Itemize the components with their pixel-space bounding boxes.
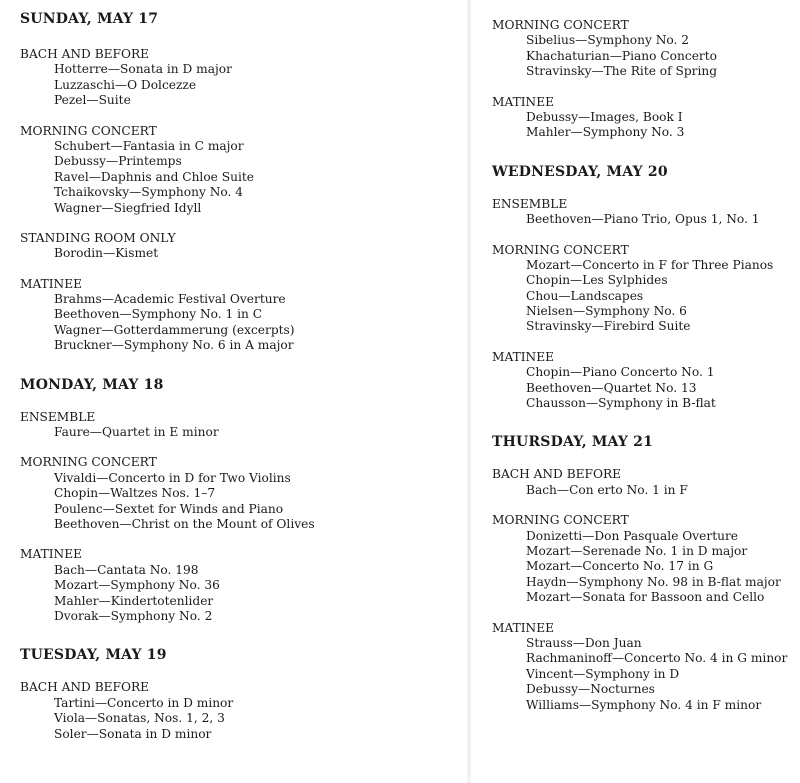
program-item: Beethoven—Quartet No. 13 bbox=[526, 380, 697, 395]
program-item: Chausson—Symphony in B-flat bbox=[526, 396, 716, 411]
section-title: MORNING CONCERT bbox=[492, 18, 629, 32]
section-wednesday-ensemble bbox=[492, 197, 792, 228]
section-title: STANDING ROOM ONLY bbox=[20, 230, 176, 245]
program-item: Stravinsky—The Rite of Spring bbox=[526, 64, 718, 79]
program-item: Bruckner—Symphony No. 6 in A major bbox=[54, 338, 294, 353]
program-item: Wagner—Siegfried Idyll bbox=[54, 200, 202, 215]
program-item: Chou—Landscapes bbox=[526, 288, 644, 303]
program-item: Rachmaninoff—Concerto No. 4 in G minor bbox=[526, 651, 788, 666]
program-item: Nielsen—Symphony No. 6 bbox=[526, 304, 687, 319]
program-item: Hotterre—Sonata in D major bbox=[54, 62, 232, 77]
section-sunday-matinee bbox=[20, 277, 460, 354]
program-item: Mozart—Serenade No. 1 in D major bbox=[526, 543, 748, 558]
program-item: Dvorak—Symphony No. 2 bbox=[54, 608, 213, 623]
section-tuesday-bach-and-before bbox=[20, 680, 460, 742]
program-item: Soler—Sonata in D minor bbox=[54, 726, 212, 741]
right-column bbox=[492, 0, 792, 713]
program-item: Brahms—Academic Festival Overture bbox=[54, 292, 286, 307]
program-item: Debussy—Images, Book I bbox=[526, 109, 683, 124]
section-title: MORNING CONCERT bbox=[492, 242, 629, 257]
program-item: Stravinsky—Firebird Suite bbox=[526, 319, 691, 334]
program-item: Mozart—Symphony No. 36 bbox=[54, 578, 220, 593]
program-item: Bach—Cantata No. 198 bbox=[54, 562, 199, 577]
section-monday-morning-concert bbox=[20, 455, 460, 532]
section-monday-matinee bbox=[20, 547, 460, 624]
section-title: MORNING CONCERT bbox=[20, 455, 157, 470]
section-thursday-matinee bbox=[492, 621, 792, 713]
program-item: Vincent—Symphony in D bbox=[526, 666, 680, 681]
section-tuesday-morning-concert-continued bbox=[492, 18, 792, 80]
day-heading-sunday: SUNDAY, MAY 17 bbox=[20, 11, 159, 27]
section-title: MORNING CONCERT bbox=[492, 513, 629, 528]
program-item: Bach—Con erto No. 1 in F bbox=[526, 482, 688, 497]
program-item: Strauss—Don Juan bbox=[526, 635, 642, 650]
section-thursday-morning-concert bbox=[492, 513, 792, 605]
section-sunday-bach-and-before bbox=[20, 47, 460, 109]
section-title: ENSEMBLE bbox=[20, 409, 96, 424]
section-title: BACH AND BEFORE bbox=[492, 467, 622, 482]
section-title: BACH AND BEFORE bbox=[20, 47, 150, 61]
section-title: MATINEE bbox=[492, 94, 555, 109]
program-item: Schubert—Fantasia in C major bbox=[54, 138, 244, 153]
program-item: Wagner—Gotterdammerung (excerpts) bbox=[54, 322, 295, 337]
section-thursday-bach-and-before bbox=[492, 467, 792, 498]
program-item: Haydn—Symphony No. 98 in B-flat major bbox=[526, 574, 781, 589]
section-sunday-standing-room-only bbox=[20, 231, 460, 262]
program-item: Chopin—Les Sylphides bbox=[526, 273, 668, 288]
program-item: Luzzaschi—O Dolcezze bbox=[54, 77, 197, 92]
program-item: Beethoven—Symphony No. 1 in C bbox=[54, 307, 263, 322]
program-item: Viola—Sonatas, Nos. 1, 2, 3 bbox=[54, 711, 225, 726]
program-item: Chopin—Waltzes Nos. 1–7 bbox=[54, 486, 216, 501]
section-title: MATINEE bbox=[20, 276, 83, 291]
day-heading-thursday: THURSDAY, MAY 21 bbox=[492, 434, 654, 451]
section-title: ENSEMBLE bbox=[492, 196, 568, 211]
section-title: MATINEE bbox=[492, 620, 555, 635]
program-item: Mozart—Sonata for Bassoon and Cello bbox=[526, 590, 765, 605]
day-heading-wednesday: WEDNESDAY, MAY 20 bbox=[492, 163, 668, 180]
day-heading-tuesday: TUESDAY, MAY 19 bbox=[20, 647, 167, 664]
program-item: Chopin—Piano Concerto No. 1 bbox=[526, 365, 715, 380]
program-item: Borodin—Kismet bbox=[54, 246, 159, 261]
section-tuesday-matinee-continued bbox=[492, 95, 792, 141]
program-item: Mahler—Kindertotenlider bbox=[54, 593, 214, 608]
program-item: Mozart—Concerto in F for Three Pianos bbox=[526, 257, 774, 272]
program-item: Donizetti—Don Pasquale Overture bbox=[526, 528, 738, 543]
section-title: BACH AND BEFORE bbox=[20, 680, 150, 695]
program-item: Debussy—Printemps bbox=[54, 154, 182, 169]
program-item: Pezel—Suite bbox=[54, 93, 131, 108]
section-sunday-morning-concert bbox=[20, 124, 460, 216]
program-item: Sibelius—Symphony No. 2 bbox=[526, 33, 690, 48]
program-item: Debussy—Nocturnes bbox=[526, 682, 655, 697]
section-monday-ensemble bbox=[20, 410, 460, 441]
program-item: Khachaturian—Piano Concerto bbox=[526, 48, 717, 63]
section-wednesday-morning-concert bbox=[492, 243, 792, 335]
program-item: Beethoven—Piano Trio, Opus 1, No. 1 bbox=[526, 212, 760, 227]
program-item: Mozart—Concerto No. 17 in G bbox=[526, 559, 714, 574]
program-item: Faure—Quartet in E minor bbox=[54, 425, 219, 440]
section-wednesday-matinee bbox=[492, 350, 792, 412]
section-title: MATINEE bbox=[20, 547, 83, 562]
program-item: Williams—Symphony No. 4 in F minor bbox=[526, 697, 762, 712]
program-item: Beethoven—Christ on the Mount of Olives bbox=[54, 516, 315, 531]
section-title: MATINEE bbox=[492, 349, 555, 364]
section-title: MORNING CONCERT bbox=[20, 123, 157, 138]
program-item: Poulenc—Sextet for Winds and Piano bbox=[54, 501, 284, 516]
page-fold bbox=[466, 0, 472, 783]
program-item: Ravel—Daphnis and Chloe Suite bbox=[54, 169, 254, 184]
day-heading-monday: MONDAY, MAY 18 bbox=[20, 376, 164, 393]
left-column bbox=[20, 0, 460, 742]
program-item: Tartini—Concerto in D minor bbox=[54, 695, 234, 710]
program-item: Tchaikovsky—Symphony No. 4 bbox=[54, 185, 244, 200]
program-item: Vivaldi—Concerto in D for Two Violins bbox=[54, 470, 291, 485]
program-item: Mahler—Symphony No. 3 bbox=[526, 125, 685, 140]
